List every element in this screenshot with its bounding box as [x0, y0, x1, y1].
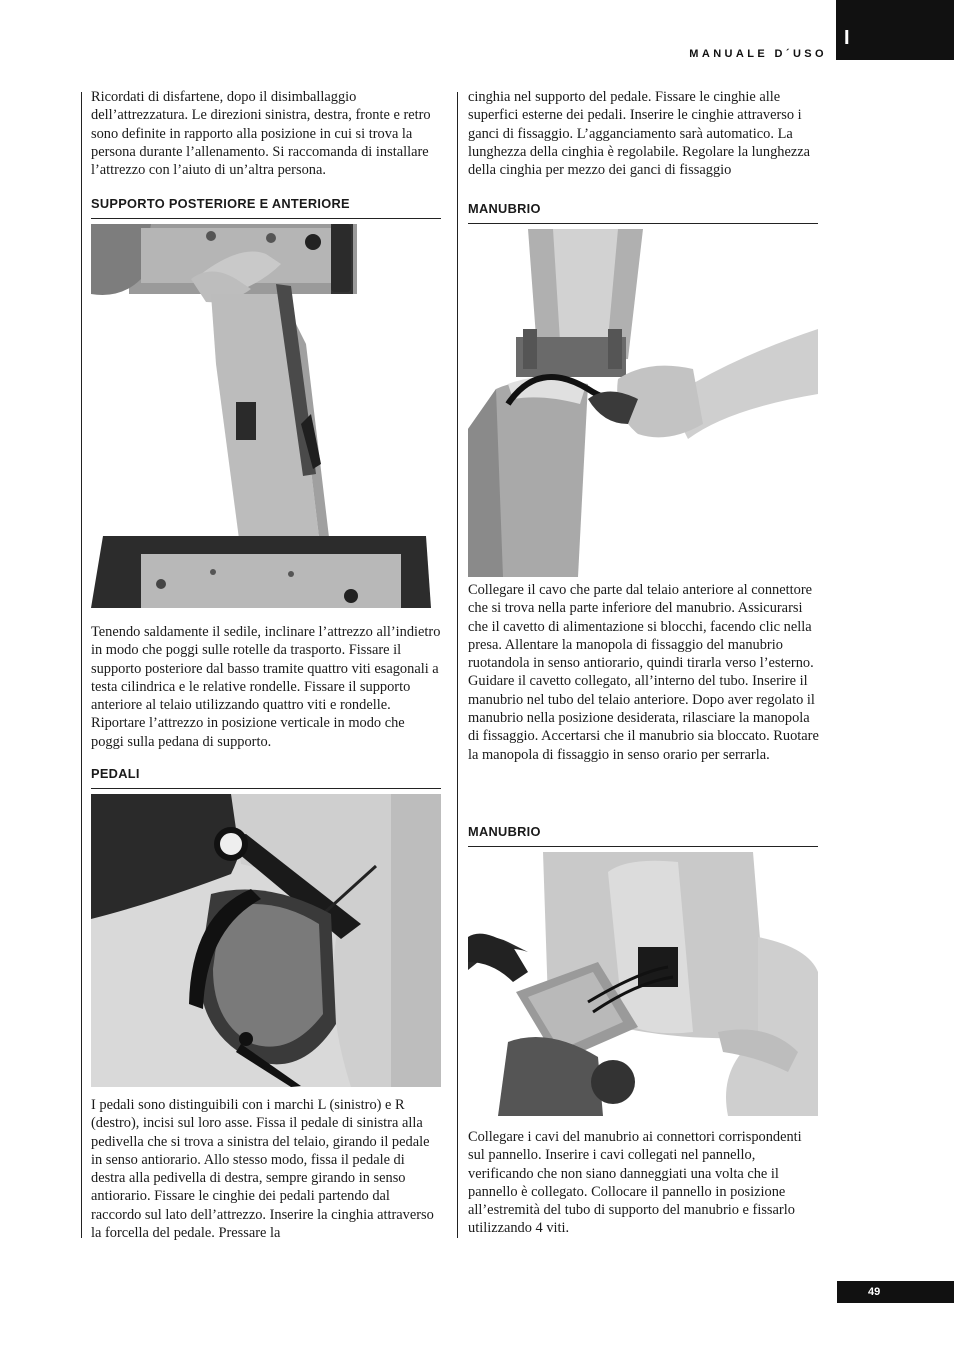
handlebar-paragraph-2: Collegare i cavi del manubrio ai connettori corrispondenti sul pannello. Inserire i cavi collegati nel pannello, verificando che non siano danneggiati una volta che il pannello è collegato. Collocare il pannello in posizione all’estremità del tubo di supporto del manubrio e fissarlo utilizzando 4 viti. — [468, 1129, 802, 1237]
pedals-paragraph: I pedali sono distinguibili con i marchi L (sinistro) e R (destro), incisi sul loro asse. Fissa il pedale di sinistra alla pedivella che si trova a sinistra del telaio, girando il pedale in senso antiorario. Allo stesso modo, fissa il pedale di destra alla pedivella di destra, sempre girando in senso antiorario. Fissare le cinghie dei pedali partendo dal raccordo sul lato dell’attrezzo. Inserire la cinghia attraverso la forcella del pedale. Pressare la — [91, 1097, 434, 1242]
heading-handlebar-1-rule — [468, 223, 818, 224]
supports-photo — [91, 224, 441, 608]
manual-title: MANUALE D´USO — [689, 48, 827, 60]
heading-handlebar-1: MANUBRIO — [468, 201, 541, 216]
heading-supports-rule — [91, 218, 441, 219]
intro-paragraph: Ricordati di disfartene, dopo il disimballaggio dell’attrezzatura. Le direzioni sinistra, destra, fronte e retro sono definite in rapporto alla posizione in cui si trova la persona durante l’allenamento. Si raccomanda di installare l’attrezzo con l’aiuto di un’altra persona. — [91, 89, 431, 179]
heading-handlebar-2: MANUBRIO — [468, 824, 541, 839]
heading-handlebar-2-rule — [468, 846, 818, 847]
middle-column-rule — [457, 92, 458, 1238]
supports-paragraph: Tenendo saldamente il sedile, inclinare l’attrezzo all’indietro in modo che poggi sulle rotelle da trasporto. Fissare il supporto posteriore dal basso tramite quattro viti esagonali a testa cilindrica e le relative rondelle. Fissare il supporto anteriore al telaio utilizzando quattro viti e rondelle. Riportare l’attrezzo in posizione verticale in modo che poggi sulla pedana di supporto. — [91, 624, 441, 750]
language-tab — [836, 0, 954, 60]
heading-pedals: PEDALI — [91, 766, 140, 781]
handlebar-paragraph-1: Collegare il cavo che parte dal telaio anteriore al connettore che si trova nella parte inferiore del manubrio. Assicurarsi che il cavetto di alimentazione si blocchi, facendo clic nella presa. Allentare la manopola di fissaggio del manubrio ruotandola in senso antiorario, quindi tirarla verso l’esterno. Guidare il cavetto collegato, all’interno del tubo. Inserire il manubrio nel tubo del telaio anteriore. Dopo aver regolato il manubrio nella posizione desiderata, rilasciare la manopola di fissaggio. Accertarsi che il manubrio sia bloccato. Ruotare la manopola di fissaggio in senso orario per serrarla. — [468, 582, 819, 763]
page-number-tab — [837, 1281, 954, 1303]
language-tab-label: I — [844, 27, 850, 49]
heading-pedals-rule — [91, 788, 441, 789]
page-number: 49 — [868, 1286, 881, 1298]
heading-supports: SUPPORTO POSTERIORE E ANTERIORE — [91, 196, 350, 211]
handlebar-photo-1 — [468, 229, 818, 577]
pedals-photo — [91, 794, 441, 1087]
left-column-rule — [81, 92, 82, 1238]
handlebar-photo-2 — [468, 852, 818, 1116]
pedals-continued-paragraph: cinghia nel supporto del pedale. Fissare le cinghie alle superfici esterne dei pedali. Inserire le cinghie attraverso i ganci di fissaggio. L’agganciamento sarà automatico. La lunghezza della cinghia è regolabile. Regolare la lunghezza della cinghia per mezzo dei ganci di fissaggio — [468, 89, 811, 179]
